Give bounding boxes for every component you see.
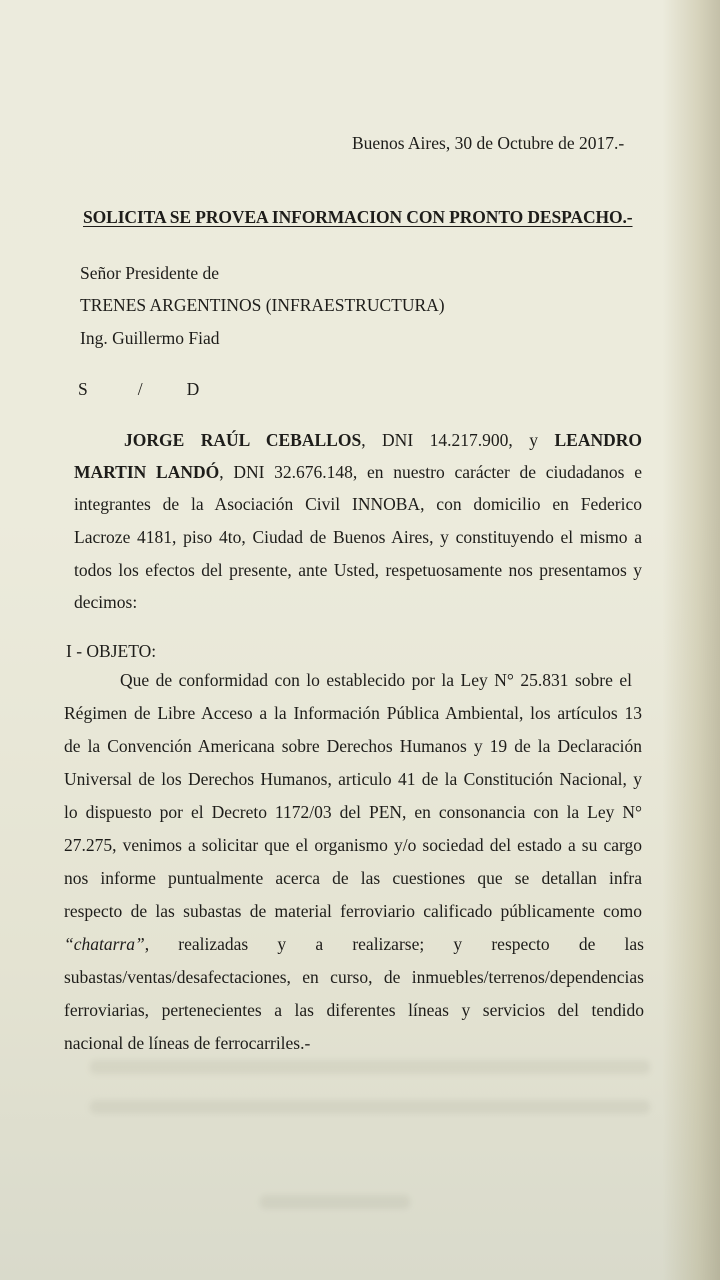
bleed-through-text [260, 1195, 410, 1209]
sd-d: D [186, 379, 200, 399]
body-line-8: respecto de las subastas de material ferroviario calificado públicamente como [64, 901, 642, 921]
body-line-2: Régimen de Libre Acceso a la Información Pública Ambiental, los artículos 13 [64, 703, 642, 723]
intro-line-5: todos los efectos del presente, ante Usted, respetuosamente nos presentamos y [74, 560, 642, 580]
body-line-5: lo dispuesto por el Decreto 1172/03 del PEN, en consonancia con la Ley N° [64, 802, 642, 822]
body-line-7: nos informe puntualmente acerca de las cuestiones que se detallan infra [64, 868, 642, 888]
addressee-line-1: Señor Presidente de [80, 263, 219, 283]
intro-name-2a: LEANDRO [554, 430, 642, 450]
body-line-9 [64, 933, 644, 955]
su-despacho [78, 378, 646, 400]
body-line-10: subastas/ventas/desafectaciones, en curso, de inmuebles/terrenos/dependencias [64, 967, 644, 987]
intro-line-2 [74, 461, 642, 483]
chatarra-quote: “chatarra” [64, 934, 145, 954]
body-line-1: Que de conformidad con lo establecido por la Ley N° 25.831 sobre el [120, 670, 632, 690]
intro-name-1: JORGE RAÚL CEBALLOS [124, 430, 362, 450]
bleed-through-text [90, 1060, 650, 1074]
body-line-12: nacional de líneas de ferrocarriles.- [64, 1033, 311, 1053]
body-line-6: 27.275, venimos a solicitar que el organismo y/o sociedad del estado a su cargo [64, 835, 642, 855]
section-heading: I - OBJETO: [66, 641, 157, 661]
addressee-line-3: Ing. Guillermo Fiad [80, 328, 220, 348]
body-line-3: de la Convención Americana sobre Derechos Humanos y 19 de la Declaración [64, 736, 642, 756]
intro-line-3: integrantes de la Asociación Civil INNOBA, con domicilio en Federico [74, 494, 642, 514]
intro-line-1 [124, 429, 642, 451]
sd-slash: / [137, 379, 143, 399]
intro-text: , DNI 32.676.148, en nuestro carácter de ciudadanos e [219, 462, 642, 482]
intro-line-6: decimos: [74, 592, 138, 612]
document-title: SOLICITA SE PROVEA INFORMACION CON PRONTO DESPACHO.- [83, 207, 633, 227]
body-text: , realizadas y a realizarse; y respecto de las [144, 934, 644, 954]
body-line-4: Universal de los Derechos Humanos, articulo 41 de la Constitución Nacional, y [64, 769, 642, 789]
intro-line-4: Lacroze 4181, piso 4to, Ciudad de Buenos Aires, y constituyendo el mismo a [74, 527, 642, 547]
document-date: Buenos Aires, 30 de Octubre de 2017.- [352, 133, 625, 153]
sd-s: S [78, 379, 88, 399]
body-line-11: ferroviarias, pertenecientes a las diferentes líneas y servicios del tendido [64, 1000, 644, 1020]
intro-name-2b: MARTIN LANDÓ [74, 462, 220, 482]
intro-text: , DNI 14.217.900, y [361, 430, 555, 450]
addressee-line-2: TRENES ARGENTINOS (INFRAESTRUCTURA) [80, 295, 445, 315]
bleed-through-text [90, 1100, 650, 1114]
